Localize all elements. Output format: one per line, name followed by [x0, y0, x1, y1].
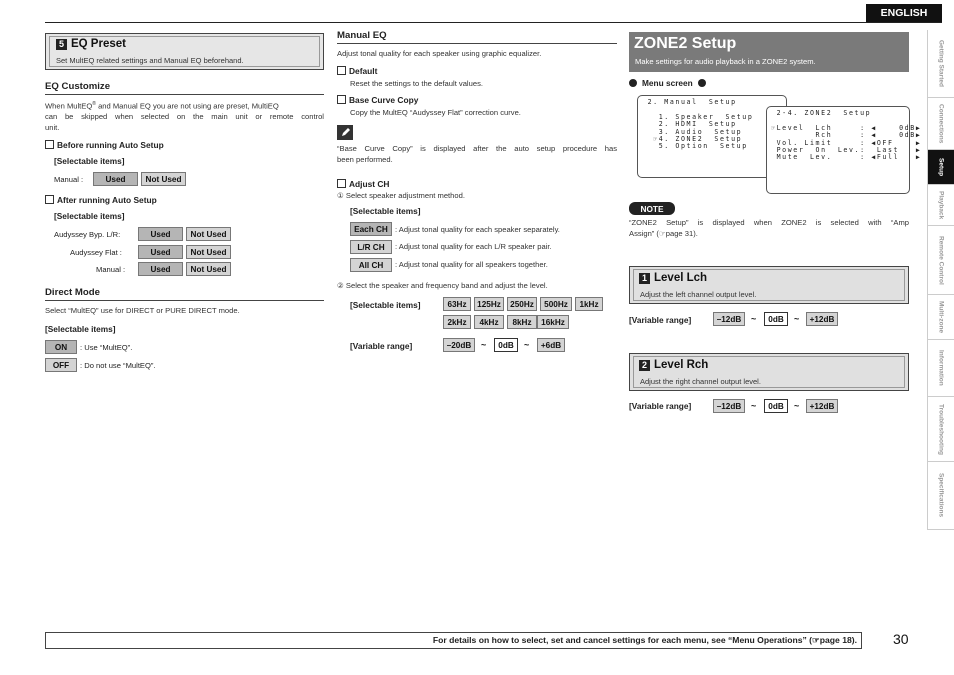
step-1: ① Select speaker adjustment method.	[337, 191, 465, 200]
audyssey-byp-label: Audyssey Byp. L/R:	[54, 230, 121, 239]
section-number: 2	[639, 360, 650, 371]
frequency-option: 500Hz	[540, 297, 572, 311]
side-tab-multi-zone[interactable]	[927, 295, 954, 340]
zone2-title: ZONE2 Setup	[634, 35, 737, 52]
range-min: –20dB	[443, 338, 475, 352]
range-max: +6dB	[537, 338, 565, 352]
side-tab-specifications[interactable]	[927, 462, 954, 530]
adjust-ch-title: Adjust CH	[349, 179, 390, 189]
selectable-items-label: [Selectable items]	[350, 300, 421, 310]
side-tab-information[interactable]	[927, 340, 954, 397]
each-ch-desc: : Adjust tonal quality for each speaker separately.	[395, 225, 560, 234]
side-tab-label: Remote Control	[937, 235, 945, 285]
after-auto-setup-title: After running Auto Setup	[57, 195, 157, 205]
base-curve-title: Base Curve Copy	[349, 95, 419, 105]
side-tab-remote-control[interactable]	[927, 226, 954, 295]
zone2-note: “ZONE2 Setup” is displayed when ZONE2 is selected with “Amp Assign” (☞page 31).	[629, 218, 909, 238]
audyssey-flat-label: Audyssey Flat :	[70, 248, 122, 257]
not-used-option: Not Used	[186, 227, 231, 241]
selectable-items-label: [Selectable items]	[350, 206, 421, 216]
selectable-items-label: [Selectable items]	[54, 156, 125, 166]
used-option: Used	[93, 172, 138, 186]
base-curve-note: “Base Curve Copy” is displayed after the auto setup procedure has been performed.	[337, 144, 617, 164]
range-tilde: ~	[524, 340, 530, 350]
frequency-option: 16kHz	[537, 315, 569, 329]
zone2-desc: Make settings for audio playback in a ZONE2 system.	[635, 57, 816, 66]
side-tab-label: Getting Started	[937, 40, 945, 87]
range-tilde: ~	[751, 401, 757, 411]
each-ch-option: Each CH	[350, 222, 392, 236]
variable-range-label: [Variable range]	[350, 341, 413, 351]
side-tab-label: Information	[937, 350, 945, 386]
side-tab-setup[interactable]	[927, 150, 954, 185]
not-used-option: Not Used	[186, 245, 231, 259]
pencil-icon	[337, 125, 353, 140]
eq-customize-title: EQ Customize	[45, 81, 111, 92]
eq-preset-desc: Set MultEQ related settings and Manual EQ beforehand.	[56, 56, 244, 65]
side-tab-label: Connections	[937, 103, 945, 144]
menu-screen-label: Menu screen	[629, 78, 706, 88]
eq-preset-title: EQ Preset	[71, 38, 126, 50]
range-tilde: ~	[751, 314, 757, 324]
not-used-option: Not Used	[186, 262, 231, 276]
side-tab-label: Troubleshooting	[937, 403, 945, 455]
range-tilde: ~	[794, 314, 800, 324]
range-default: 0dB	[764, 312, 788, 326]
zone2-header	[629, 32, 909, 72]
side-tab-label: Setup	[937, 157, 945, 177]
side-tab-getting-started[interactable]	[927, 30, 954, 98]
range-tilde: ~	[481, 340, 487, 350]
side-tab-troubleshooting[interactable]	[927, 397, 954, 462]
frequency-option: 125Hz	[474, 297, 504, 311]
selectable-items-label: [Selectable items]	[45, 324, 116, 334]
side-tab-playback[interactable]	[927, 185, 954, 226]
range-tilde: ~	[794, 401, 800, 411]
checkbox-icon	[45, 195, 54, 204]
level-lch-box	[629, 266, 909, 304]
section-number: 5	[56, 39, 67, 50]
not-used-option: Not Used	[141, 172, 186, 186]
used-option: Used	[138, 262, 183, 276]
manual-eq-desc: Adjust tonal quality for each speaker using graphic equalizer.	[337, 49, 542, 58]
frequency-option: 2kHz	[443, 315, 471, 329]
checkbox-icon	[337, 66, 346, 75]
range-min: –12dB	[713, 399, 745, 413]
level-rch-title: Level Rch	[654, 359, 709, 371]
on-desc: : Use “MultEQ”.	[80, 343, 133, 352]
off-desc: : Do not use “MultEQ”.	[80, 361, 156, 370]
manual-eq-title: Manual EQ	[337, 30, 387, 41]
level-lch-desc: Adjust the left channel output level.	[640, 290, 757, 299]
frequency-option: 63Hz	[443, 297, 471, 311]
off-option: OFF	[45, 358, 77, 372]
checkbox-icon	[45, 140, 54, 149]
default-title: Default	[349, 66, 378, 76]
range-max: +12dB	[806, 399, 838, 413]
page-number: 30	[893, 631, 909, 647]
all-ch-desc: : Adjust tonal quality for all speakers together.	[395, 260, 548, 269]
frequency-option: 8kHz	[507, 315, 537, 329]
variable-range-label: [Variable range]	[629, 315, 692, 325]
language-badge: ENGLISH	[866, 4, 942, 22]
base-curve-desc: Copy the MultEQ “Audyssey Flat” correction curve.	[350, 108, 521, 117]
step-2: ② Select the speaker and frequency band and adjust the level.	[337, 281, 548, 290]
frequency-option: 250Hz	[507, 297, 537, 311]
level-rch-box	[629, 353, 909, 391]
checkbox-icon	[337, 95, 346, 104]
manual-label: Manual :	[54, 175, 84, 184]
selectable-items-label: [Selectable items]	[54, 211, 125, 221]
side-tab-connections[interactable]	[927, 98, 954, 150]
all-ch-option: All CH	[350, 258, 392, 272]
range-min: –12dB	[713, 312, 745, 326]
used-option: Used	[138, 245, 183, 259]
variable-range-label: [Variable range]	[629, 401, 692, 411]
on-option: ON	[45, 340, 77, 354]
eq-customize-desc: When MultEQ® and Manual EQ you are not using are preset, MultiEQ can be skipped when selected on the main unit or remote control unit.	[45, 101, 324, 132]
side-tab-label: Multi-zone	[937, 300, 945, 334]
osd-screen-zone2-setup: 2-4. ZONE2 Setup ☞Level Lch : ◀ 0dB▶ Rch : ◀ 0dB▶ Vol. Limit : ◀OFF ▶ Power On Lev.: Last ▶ Mute Lev. : ◀Full ▶	[766, 106, 910, 194]
side-tab-label: Specifications	[937, 473, 945, 518]
range-default: 0dB	[494, 338, 518, 352]
manual-label: Manual :	[96, 265, 126, 274]
level-lch-title: Level Lch	[654, 272, 708, 284]
used-option: Used	[138, 227, 183, 241]
lr-ch-desc: : Adjust tonal quality for each L/R speaker pair.	[395, 242, 552, 251]
direct-mode-desc: Select “MultEQ” use for DIRECT or PURE DIRECT mode.	[45, 306, 240, 315]
default-desc: Reset the settings to the default values.	[350, 79, 483, 88]
lr-ch-option: L/R CH	[350, 240, 392, 254]
direct-mode-title: Direct Mode	[45, 287, 100, 298]
before-auto-setup-title: Before running Auto Setup	[57, 140, 164, 150]
section-number: 1	[639, 273, 650, 284]
range-default: 0dB	[764, 399, 788, 413]
note-badge: NOTE	[629, 202, 675, 215]
range-max: +12dB	[806, 312, 838, 326]
side-tab-label: Playback	[937, 190, 945, 220]
level-rch-desc: Adjust the right channel output level.	[640, 377, 761, 386]
frequency-option: 4kHz	[474, 315, 504, 329]
osd-screen-manual-setup: 2. Manual Setup 1. Speaker Setup 2. HDMI Setup 3. Audio Setup ☞4. ZONE2 Setup 5. Option Setup	[637, 95, 787, 178]
frequency-option: 1kHz	[575, 297, 603, 311]
bullet-icon	[698, 79, 706, 87]
footer-note: For details on how to select, set and cancel settings for each menu, see “Menu Operations” (☞page 18).	[45, 632, 862, 649]
eq-preset-box	[45, 33, 324, 70]
checkbox-icon	[337, 179, 346, 188]
bullet-icon	[629, 79, 637, 87]
